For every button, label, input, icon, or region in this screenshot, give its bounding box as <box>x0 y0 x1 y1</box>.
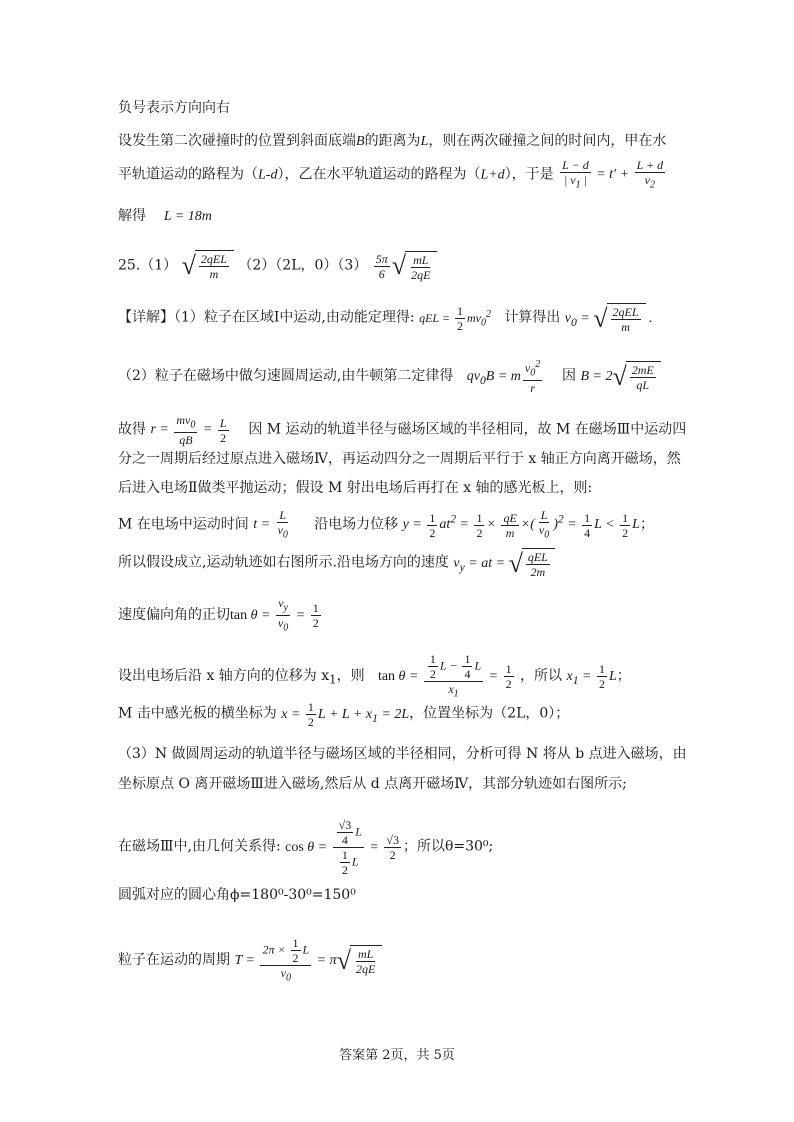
equation: T = 2π × $\frac{1}{2}$ L $v_0$ = π √ $\frac{mL}{2qE}$ <box>234 953 382 968</box>
equation: y = $\frac{1}{2}$ $at^2$ = $\frac{1}{2}$ × $\frac{qE}{m}$ ×( $\frac{L}{v_0}$ )$^2$ = $\frac{1}{4}$ L < $\frac{1}{2}$ L <box>402 508 640 541</box>
text-line <box>118 358 661 395</box>
text: 25.（1） <box>118 257 178 274</box>
equation: B = 2 √ $\frac{2mE}{qL}$ <box>580 369 660 384</box>
text: ），于是 <box>504 166 554 183</box>
text: ，所以 <box>520 667 563 684</box>
equation: cos θ = $\frac{√3}{4}$ L $\frac{1}{2}$ L = $\frac{√3}{2}$ <box>285 818 399 877</box>
text-line <box>118 936 382 985</box>
page-footer: 答案第 2页，共 5页 <box>339 1048 455 1063</box>
text-line <box>118 700 569 729</box>
text-line <box>118 206 212 227</box>
text: 故得 <box>118 421 146 438</box>
text: 设发生第二次碰撞时的位置到斜面底端 <box>118 133 356 149</box>
text-line <box>118 596 323 636</box>
text: 沿电场力位移 <box>314 516 399 533</box>
text-line <box>118 131 666 152</box>
equation: $\frac{5\pi}{6}$ √ $\frac{mL}{2qE}$ <box>372 259 438 274</box>
text-line: 坐标原点 O 离开磁场Ⅲ进入磁场,然后从 d 点离开磁场Ⅳ，其部分轨迹如右图所示; <box>118 776 627 792</box>
text: 因 M 运动的轨道半径与磁场区域的半径相同，故 M 在磁场Ⅲ中运动四 <box>248 421 687 438</box>
equation: $v_y$ = at = √ $\frac{\text{qEL}}{2m}$ <box>453 556 555 571</box>
equation: tan θ = $\frac{1}{2}$ L − $\frac{1}{4}$ L $x_1$ = $\frac{1}{2}$ <box>377 652 512 700</box>
text-line <box>118 158 667 192</box>
text-line <box>118 818 493 877</box>
text: M 在电场中运动时间 <box>118 516 249 533</box>
text: 【详解】（1）粒子在区域Ⅰ中运动,由动能定理得: <box>118 309 415 326</box>
text-line: 负号表示方向向右 <box>118 100 230 116</box>
result: L = 18m <box>163 209 212 224</box>
text: 所以假设成立,运动轨迹如右图所示.沿电场方向的速度 <box>118 554 449 571</box>
equation: t = $\frac{L}{v_0}$ <box>253 508 288 541</box>
text: ，则在两次碰撞之间的时间内，甲在水 <box>428 133 667 149</box>
equation: qEL = $\frac{1}{2}$ $mv_0^2$ <box>419 304 491 334</box>
text: 计算得出 <box>504 309 561 326</box>
text: ，位置坐标为（2L，0）； <box>409 705 570 722</box>
var: L+d <box>480 167 505 183</box>
text-line <box>118 413 686 447</box>
text-line: 后进入电场Ⅱ做类平抛运动；假设 M 射出电场后再打在 x 轴的感光板上，则: <box>118 480 593 496</box>
equation: $qv_0B = m$ $\frac{v_0^2}{r}$ <box>466 359 541 396</box>
equation: $\frac{L - d}{| v_1 |}$ = t′ + $\frac{L + d}{v_2}$ <box>562 158 664 191</box>
text: ），乙在水平轨道运动的路程为（ <box>277 166 481 183</box>
text: 平轨道运动的路程为（ <box>118 166 258 183</box>
equation: x = $\frac{1}{2}$ $L + L + x_1 = 2L$ <box>281 700 410 729</box>
text-line: 圆弧对应的圆心角ϕ=180⁰-30⁰=150⁰ <box>118 887 356 903</box>
var: L-d <box>258 167 278 183</box>
text: （2）（2L，0）（3） <box>238 257 368 274</box>
text-line <box>118 548 555 579</box>
equation: $v_0$ = √ $\frac{\text{2qEL}}{m}$ . <box>564 303 653 334</box>
text-line: 分之一周期后经过原点进入磁场Ⅳ，再运动四分之一周期后平行于 x 轴正方向离开磁场，然 <box>118 451 681 467</box>
text: 粒子在运动的周期 <box>118 951 230 968</box>
text: 解得 <box>118 208 146 224</box>
text: M 击中感光板的横坐标为 <box>118 705 277 722</box>
text: ；所以θ=30⁰; <box>402 838 494 855</box>
text-line <box>118 303 653 334</box>
text: 在磁场Ⅲ中,由几何关系得: <box>118 838 281 855</box>
text-line: 设出电场后沿 x 轴方向的位移为 $x_1$，则 tan θ = $\frac{1}{2}$ L − $\frac{1}{4}$ L $x_1$ = $\frac{1}{2}$ ，所以 $x_1$ = $\frac{1}{2}$ L； <box>118 652 631 700</box>
equation: √ $\frac{\text{2qEL}}{m}$ <box>182 250 234 281</box>
var: B <box>356 134 365 149</box>
text-line: M 在电场中运动时间 t = $\frac{L}{v_0}$ 沿电场力位移 y = $\frac{1}{2}$ $at^2$ = $\frac{1}{2}$ × $\frac{qE}{m}$ ×( $\frac{L}{v_0}$ )$^2$ = $\frac{1}{4}$ L < $\frac{1}{2}$ L； <box>118 508 654 541</box>
text: 设出电场后沿 x 轴方向的位移为 x <box>118 667 330 684</box>
text: 的距离为 <box>364 133 421 149</box>
text: 速度偏向角的正切 <box>118 607 230 624</box>
text: ，则 <box>336 667 365 684</box>
text-line: （3）N 做圆周运动的轨道半径与磁场区域的半径相同，分析可得 N 将从 b 点进入磁场，由 <box>118 746 687 762</box>
answer-line <box>118 250 437 282</box>
var: L <box>420 134 429 149</box>
equation: tan θ = $\frac{v_y}{v_0}$ = $\frac{1}{2}$ <box>230 596 319 634</box>
equation: $x_1$ = $\frac{1}{2}$ L <box>566 662 617 692</box>
text: （2）粒子在磁场中做匀速圆周运动,由牛顿第二定律得 <box>118 367 454 384</box>
text: 因 <box>562 367 577 384</box>
equation: r = $\frac{mv_0}{qB}$ = $\frac{L}{2}$ <box>150 413 227 448</box>
